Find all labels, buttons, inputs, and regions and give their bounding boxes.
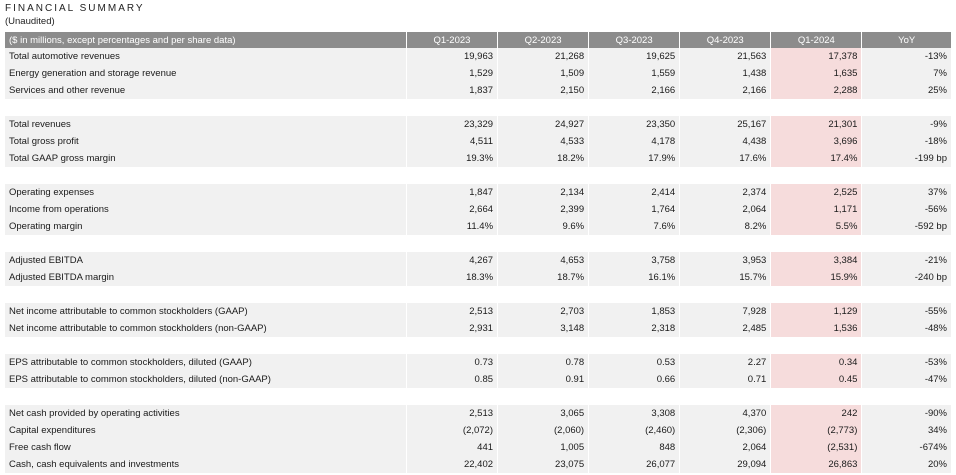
table-cell: 29,094 [680, 456, 771, 473]
spacer-row [5, 388, 951, 405]
table-cell: 1,837 [406, 82, 497, 99]
table-cell: 1,847 [406, 184, 497, 201]
highlighted-cell: (2,531) [771, 439, 862, 456]
table-cell: (2,306) [680, 422, 771, 439]
highlighted-cell: 242 [771, 405, 862, 422]
column-header-q2-2023: Q2-2023 [498, 32, 589, 48]
table-cell: 19.3% [406, 150, 497, 167]
row-label: Net cash provided by operating activities [5, 405, 406, 422]
table-cell: 0.91 [498, 371, 589, 388]
table-cell: 7,928 [680, 303, 771, 320]
table-row [5, 320, 951, 337]
table-cell: 18.3% [406, 269, 497, 286]
highlighted-cell: (2,773) [771, 422, 862, 439]
table-cell: 1,529 [406, 65, 497, 82]
highlighted-cell: 0.45 [771, 371, 862, 388]
highlighted-cell: 1,171 [771, 201, 862, 218]
table-cell: -18% [862, 133, 951, 150]
spacer-cell [5, 286, 951, 303]
table-cell: 25,167 [680, 116, 771, 133]
row-label: Energy generation and storage revenue [5, 65, 406, 82]
table-row [5, 133, 951, 150]
row-label: Income from operations [5, 201, 406, 218]
table-cell: 22,402 [406, 456, 497, 473]
spacer-cell [5, 167, 951, 184]
row-label: Net income attributable to common stockholders (GAAP) [5, 303, 406, 320]
table-cell: -47% [862, 371, 951, 388]
table-cell: 4,511 [406, 133, 497, 150]
table-cell: 3,953 [680, 252, 771, 269]
highlighted-cell: 17.4% [771, 150, 862, 167]
table-cell: 0.78 [498, 354, 589, 371]
row-label: Total GAAP gross margin [5, 150, 406, 167]
table-cell: 4,438 [680, 133, 771, 150]
spacer-cell [5, 337, 951, 354]
table-cell: 1,559 [589, 65, 680, 82]
table-cell: 1,764 [589, 201, 680, 218]
table-cell: 1,509 [498, 65, 589, 82]
table-row [5, 371, 951, 388]
row-label: Services and other revenue [5, 82, 406, 99]
table-cell: 18.2% [498, 150, 589, 167]
table-row [5, 116, 951, 133]
table-cell: 2,513 [406, 405, 497, 422]
table-cell: -90% [862, 405, 951, 422]
column-header-q4-2023: Q4-2023 [680, 32, 771, 48]
highlighted-cell: 5.5% [771, 218, 862, 235]
table-cell: -13% [862, 48, 951, 65]
table-cell: 0.53 [589, 354, 680, 371]
row-label: Cash, cash equivalents and investments [5, 456, 406, 473]
page-title: FINANCIAL SUMMARY [5, 3, 145, 14]
table-row [5, 82, 951, 99]
table-cell: 7.6% [589, 218, 680, 235]
spacer-row [5, 235, 951, 252]
spacer-cell [5, 235, 951, 252]
table-cell: (2,072) [406, 422, 497, 439]
highlighted-cell: 26,863 [771, 456, 862, 473]
table-cell: -21% [862, 252, 951, 269]
table-cell: 2,414 [589, 184, 680, 201]
table-cell: (2,060) [498, 422, 589, 439]
table-cell: 2,064 [680, 439, 771, 456]
table-cell: 2,374 [680, 184, 771, 201]
row-label: Total automotive revenues [5, 48, 406, 65]
table-row [5, 422, 951, 439]
table-cell: 1,005 [498, 439, 589, 456]
table-cell: 2,399 [498, 201, 589, 218]
table-cell: 2,513 [406, 303, 497, 320]
table-cell: 4,653 [498, 252, 589, 269]
table-row [5, 201, 951, 218]
table-cell: 2,318 [589, 320, 680, 337]
table-cell: (2,460) [589, 422, 680, 439]
table-cell: 8.2% [680, 218, 771, 235]
table-row [5, 150, 951, 167]
table-cell: 3,148 [498, 320, 589, 337]
table-cell: 848 [589, 439, 680, 456]
row-label: EPS attributable to common stockholders, diluted (GAAP) [5, 354, 406, 371]
table-cell: -56% [862, 201, 951, 218]
table-cell: 3,308 [589, 405, 680, 422]
table-cell: 4,178 [589, 133, 680, 150]
column-header-q3-2023: Q3-2023 [589, 32, 680, 48]
table-row [5, 439, 951, 456]
table-cell: 2,134 [498, 184, 589, 201]
financial-summary-table [5, 32, 951, 473]
table-cell: 11.4% [406, 218, 497, 235]
table-cell: 0.66 [589, 371, 680, 388]
row-label: Adjusted EBITDA [5, 252, 406, 269]
highlighted-cell: 1,536 [771, 320, 862, 337]
table-cell: 0.71 [680, 371, 771, 388]
table-cell: -55% [862, 303, 951, 320]
row-label: Net income attributable to common stockholders (non-GAAP) [5, 320, 406, 337]
row-label: Total revenues [5, 116, 406, 133]
spacer-row [5, 99, 951, 116]
table-cell: -48% [862, 320, 951, 337]
table-cell: 4,370 [680, 405, 771, 422]
table-cell: 441 [406, 439, 497, 456]
table-cell: 9.6% [498, 218, 589, 235]
table-cell: 1,438 [680, 65, 771, 82]
row-label: Capital expenditures [5, 422, 406, 439]
spacer-row [5, 337, 951, 354]
table-cell: 2,931 [406, 320, 497, 337]
table-cell: -53% [862, 354, 951, 371]
row-label: Operating expenses [5, 184, 406, 201]
table-cell: 17.6% [680, 150, 771, 167]
column-header-q1-2023: Q1-2023 [406, 32, 497, 48]
table-body [5, 48, 951, 473]
highlighted-cell: 21,301 [771, 116, 862, 133]
table-cell: 21,563 [680, 48, 771, 65]
table-cell: 20% [862, 456, 951, 473]
table-header-row [5, 32, 951, 48]
table-cell: 7% [862, 65, 951, 82]
highlighted-cell: 17,378 [771, 48, 862, 65]
table-cell: 23,350 [589, 116, 680, 133]
spacer-cell [5, 388, 951, 405]
highlighted-cell: 3,696 [771, 133, 862, 150]
table-cell: 19,625 [589, 48, 680, 65]
table-row [5, 48, 951, 65]
highlighted-cell: 15.9% [771, 269, 862, 286]
table-row [5, 269, 951, 286]
table-row [5, 456, 951, 473]
table-cell: 21,268 [498, 48, 589, 65]
table-cell: -240 bp [862, 269, 951, 286]
table-cell: 25% [862, 82, 951, 99]
table-cell: 16.1% [589, 269, 680, 286]
spacer-row [5, 167, 951, 184]
row-label: Free cash flow [5, 439, 406, 456]
table-cell: 3,065 [498, 405, 589, 422]
table-row [5, 218, 951, 235]
table-cell: -199 bp [862, 150, 951, 167]
table-cell: 19,963 [406, 48, 497, 65]
table-cell: 18.7% [498, 269, 589, 286]
highlighted-cell: 1,129 [771, 303, 862, 320]
column-header-description: ($ in millions, except percentages and per share data) [5, 32, 406, 48]
table-row [5, 405, 951, 422]
table-cell: 24,927 [498, 116, 589, 133]
table-cell: 2.27 [680, 354, 771, 371]
table-cell: 0.73 [406, 354, 497, 371]
table-cell: -9% [862, 116, 951, 133]
table-row [5, 303, 951, 320]
table-cell: 17.9% [589, 150, 680, 167]
row-label: EPS attributable to common stockholders, diluted (non-GAAP) [5, 371, 406, 388]
table-cell: 2,166 [680, 82, 771, 99]
table-cell: 2,703 [498, 303, 589, 320]
highlighted-cell: 1,635 [771, 65, 862, 82]
page-subtitle: (Unaudited) [5, 16, 55, 27]
table-cell: 1,853 [589, 303, 680, 320]
highlighted-cell: 3,384 [771, 252, 862, 269]
table-cell: 2,485 [680, 320, 771, 337]
spacer-row [5, 286, 951, 303]
column-header-yoy: YoY [862, 32, 951, 48]
row-label: Adjusted EBITDA margin [5, 269, 406, 286]
highlighted-cell: 2,288 [771, 82, 862, 99]
table-cell: -592 bp [862, 218, 951, 235]
table-cell: 26,077 [589, 456, 680, 473]
column-header-q1-2024: Q1-2024 [771, 32, 862, 48]
row-label: Operating margin [5, 218, 406, 235]
table-cell: 2,166 [589, 82, 680, 99]
table-cell: 37% [862, 184, 951, 201]
spacer-cell [5, 99, 951, 116]
table-row [5, 252, 951, 269]
highlighted-cell: 2,525 [771, 184, 862, 201]
table-cell: -674% [862, 439, 951, 456]
table-cell: 23,075 [498, 456, 589, 473]
table-cell: 23,329 [406, 116, 497, 133]
table-cell: 3,758 [589, 252, 680, 269]
table-cell: 2,064 [680, 201, 771, 218]
table-cell: 15.7% [680, 269, 771, 286]
table-cell: 0.85 [406, 371, 497, 388]
table-row [5, 354, 951, 371]
table-row [5, 184, 951, 201]
table-cell: 2,150 [498, 82, 589, 99]
row-label: Total gross profit [5, 133, 406, 150]
table-cell: 34% [862, 422, 951, 439]
table-cell: 4,267 [406, 252, 497, 269]
table-cell: 2,664 [406, 201, 497, 218]
highlighted-cell: 0.34 [771, 354, 862, 371]
table-row [5, 65, 951, 82]
table-cell: 4,533 [498, 133, 589, 150]
